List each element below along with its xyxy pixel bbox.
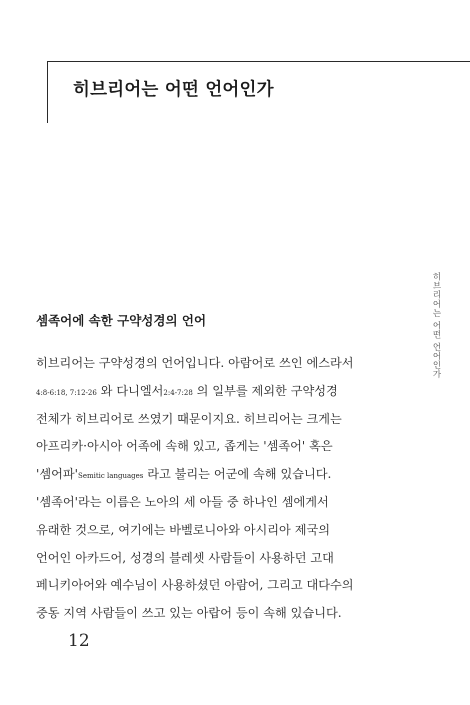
body-line: 전체가 히브리어로 쓰였기 때문이지요. 히브리어는 크게는 bbox=[36, 411, 342, 426]
body-line: 페니키아어와 예수님이 사용하셨던 아람어, 그리고 대다수의 bbox=[36, 578, 354, 593]
body-line: 유래한 것으로, 여기에는 바벨로니아와 아시리아 제국의 bbox=[36, 522, 331, 537]
body-line: 아프리카·아시아 어족에 속해 있고, 좁게는 '셈족어' 혹은 bbox=[36, 439, 333, 454]
body-line: 중동 지역 사람들이 쓰고 있는 아랍어 등이 속해 있습니다. bbox=[36, 606, 342, 621]
section-heading: 셈족어에 속한 구약성경의 언어 bbox=[36, 313, 207, 328]
body-line bbox=[36, 378, 436, 406]
body-line: 히브리어는 구약성경의 언어입니다. 아람어로 쓰인 에스라서 bbox=[36, 356, 354, 370]
page-number: 12 bbox=[68, 631, 90, 651]
body-text-span: 의 일부를 제외한 구약성경 bbox=[192, 383, 338, 398]
body-text-span: 와 다니엘서 bbox=[96, 383, 164, 398]
body-text-span: 라고 불리는 어군에 속해 있습니다. bbox=[143, 467, 332, 482]
english-term: Semitic languages bbox=[78, 472, 144, 481]
body-line: '셈족어'라는 이름은 노아의 세 아들 중 하나인 셈에게서 bbox=[36, 494, 329, 509]
body-line: 언어인 아카드어, 성경의 블레셋 사람들이 사용하던 고대 bbox=[36, 550, 334, 565]
running-head: 히브리어는 어떤 언어인가 bbox=[431, 272, 441, 379]
verse-reference: 4:8-6:18, 7:12-26 bbox=[36, 388, 97, 397]
body-text-span: '셈어파' bbox=[36, 467, 79, 482]
verse-reference: 2:4-7:28 bbox=[163, 388, 193, 397]
chapter-title: 히브리어는 어떤 언어인가 bbox=[73, 80, 274, 100]
body-line bbox=[36, 461, 436, 489]
body-text bbox=[36, 350, 436, 628]
